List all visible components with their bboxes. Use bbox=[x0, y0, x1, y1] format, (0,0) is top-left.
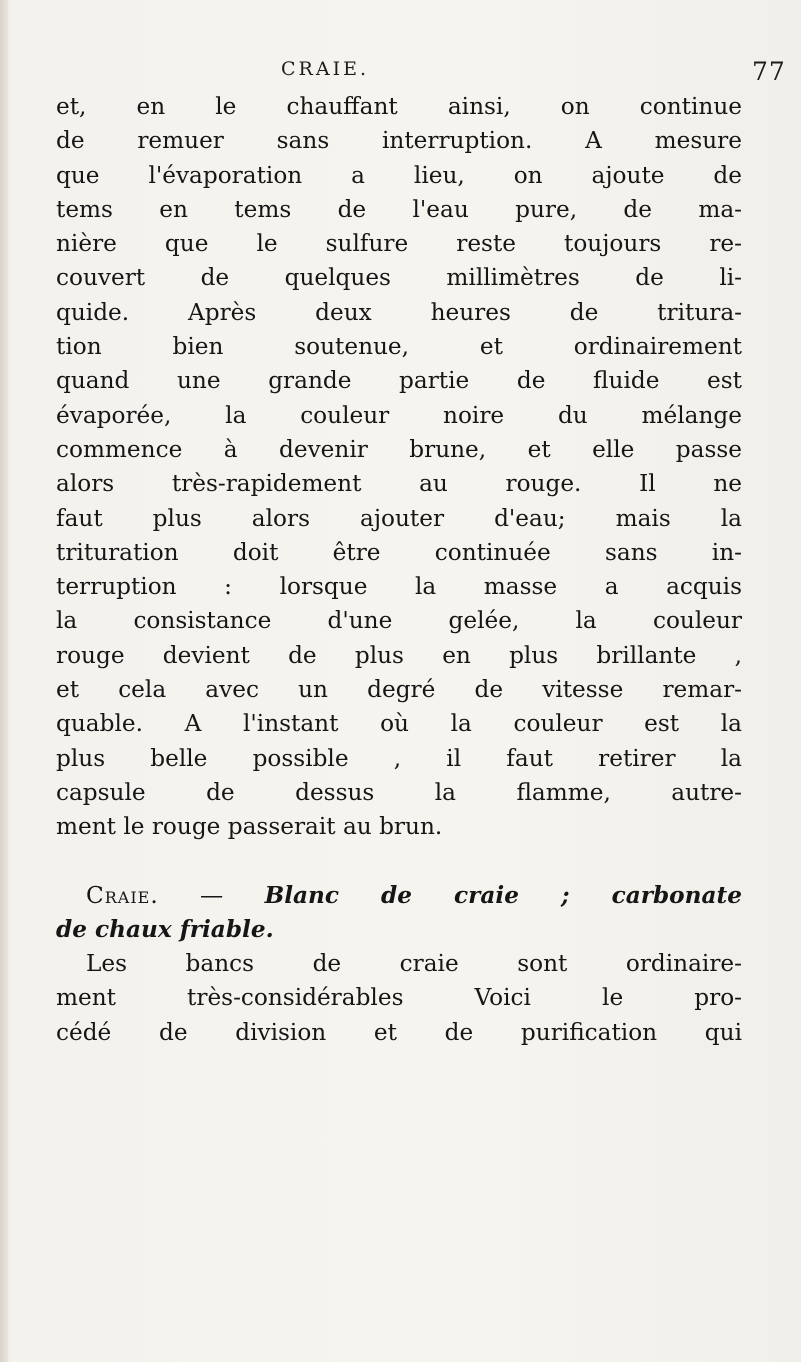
running-title: CRAIE. bbox=[281, 58, 369, 80]
text-line: quable. A l'instant où la couleur est la bbox=[56, 710, 742, 738]
text-line: la consistance d'une gelée, la couleur bbox=[56, 607, 742, 635]
page-number: 77 bbox=[752, 57, 786, 86]
text-line: quide. Après deux heures de tritura- bbox=[56, 298, 742, 326]
main-text bbox=[56, 90, 746, 1050]
text-line: que l'évaporation a lieu, on ajoute de bbox=[56, 161, 742, 189]
text-line: de remuer sans interruption. A mesure bbox=[56, 127, 742, 155]
text-line: tems en tems de l'eau pure, de ma- bbox=[56, 195, 742, 223]
section-title-part-2: de chaux friable. bbox=[56, 915, 274, 943]
paragraph-spacer bbox=[56, 845, 746, 879]
text-line: commence à devenir brune, et elle passe bbox=[56, 435, 742, 463]
text-line: ment très-considérables Voici le pro- bbox=[56, 984, 742, 1012]
text-line: faut plus alors ajouter d'eau; mais la bbox=[56, 504, 742, 532]
text-line: couvert de quelques millimètres de li- bbox=[56, 264, 742, 292]
text-line: capsule de dessus la flamme, autre- bbox=[56, 778, 742, 806]
section-title-part-1: Blanc de craie ; carbonate bbox=[264, 881, 742, 909]
section-heading bbox=[56, 879, 742, 913]
text-line: Les bancs de craie sont ordinaire- bbox=[86, 950, 742, 978]
text-line: tion bien soutenue, et ordinairement bbox=[56, 333, 742, 361]
page-gutter-shadow bbox=[0, 0, 8, 1362]
text-line: et cela avec un degré de vitesse remar- bbox=[56, 676, 742, 704]
text-line: rouge devient de plus en plus brillante , bbox=[56, 641, 742, 669]
text-line: plus belle possible , il faut retirer la bbox=[56, 744, 742, 772]
running-header bbox=[0, 52, 801, 92]
text-line: quand une grande partie de fluide est bbox=[56, 367, 742, 395]
section-dash: — bbox=[158, 881, 265, 909]
text-line: terruption : lorsque la masse a acquis bbox=[56, 573, 742, 601]
section-label: Craie. bbox=[86, 881, 159, 909]
text-line: alors très-rapidement au rouge. Il ne bbox=[56, 470, 742, 498]
text-line: et, en le chauffant ainsi, on continue bbox=[56, 93, 742, 120]
text-line: évaporée, la couleur noire du mélange bbox=[56, 401, 742, 429]
text-line: nière que le sulfure reste toujours re- bbox=[56, 230, 742, 258]
text-line: ment le rouge passerait au brun. bbox=[56, 813, 443, 841]
text-line: trituration doit être continuée sans in- bbox=[56, 538, 742, 566]
text-line: cédé de division et de purification qui bbox=[56, 1018, 742, 1046]
